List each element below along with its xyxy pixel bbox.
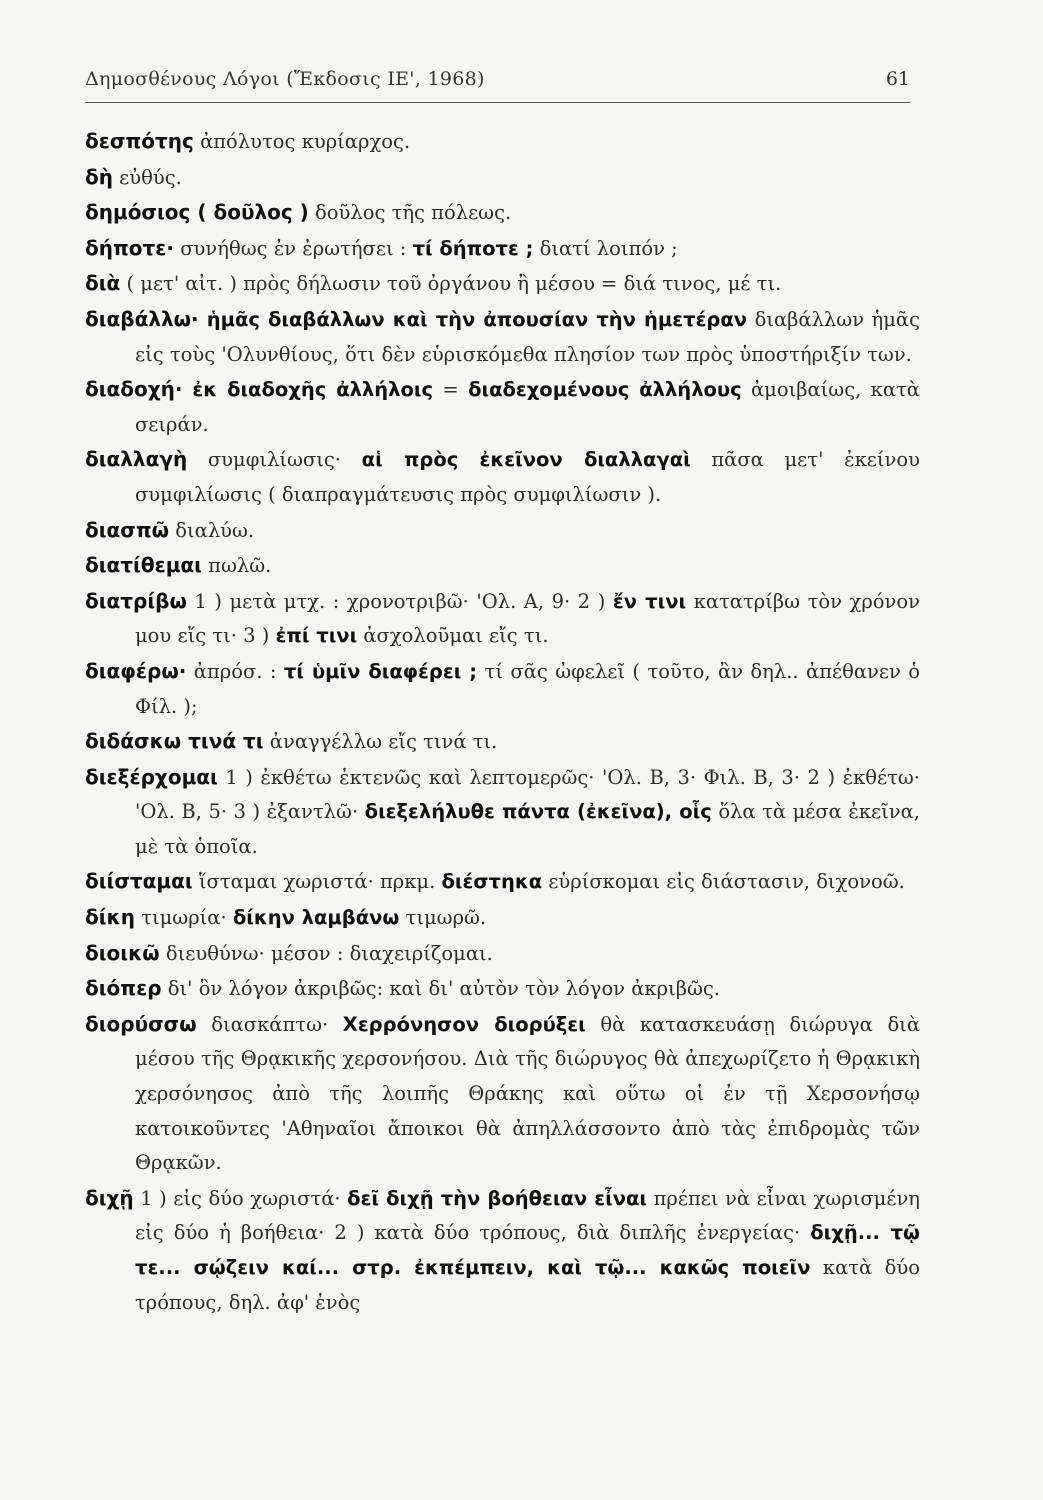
glossary-entry [85, 195, 920, 231]
entry-text: ὅλα τὰ μέσα ἐκεῖνα, μὲ τὰ ὁποῖα. [135, 800, 920, 858]
entry-lemma: δίκη [85, 905, 135, 930]
entry-text: εὐθύς. [112, 165, 182, 189]
glossary-entry [85, 513, 920, 549]
glossary-entry [85, 372, 920, 442]
entry-lemma: δεσπότης [85, 129, 194, 153]
entry-phrase: ἡμᾶς διαβάλλων καὶ τὴν ἀπουσίαν τὴν ἡμετέραν [198, 307, 748, 331]
entry-lemma: διαδοχή· [85, 377, 183, 402]
entry-text: = [433, 378, 469, 402]
entry-phrase: διέστηκα [441, 870, 543, 894]
entry-text: ἀπρόσ. : [186, 659, 284, 683]
entry-text: πρέπει νὰ εἶναι χωρισμένη εἰς δύο ἡ βοήθεια· 2 ) κατὰ δύο τρόπους, διὰ διπλῆς ἐνεργείας· [135, 1186, 920, 1245]
entry-text: συνήθως ἐν ἐρωτήσει : [174, 236, 413, 260]
entry-text: διαβάλλων ἡμᾶς εἰς τοὺς 'Ολυνθίους, ὅτι δὲν εὑρισκόμεθα πλησίον των πρὸς ὑποστήριξίν των. [135, 307, 921, 366]
entry-text: πᾶσα μετ' ἐκείνου συμφιλίωσις ( διαπραγμάτευσις πρὸς συμφιλίωσιν ). [135, 448, 920, 506]
page-number: 61 [885, 68, 910, 90]
entry-text: δι' ὃν λόγον ἀκριβῶς: καὶ δι' αὐτὸν τὸν λόγον ἀκριβῶς. [161, 977, 720, 1001]
entry-phrase: διαδεχομένους ἀλλήλους [468, 378, 742, 402]
entry-lemma: δημόσιος ( δοῦλος ) [85, 200, 309, 225]
entry-text: διασκάπτω· [196, 1012, 343, 1036]
glossary-entry [85, 936, 920, 972]
glossary-entry [85, 1007, 920, 1181]
entry-lemma: διὰ [85, 271, 121, 296]
glossary-entry [85, 760, 920, 865]
entry-lemma: διασπῶ [85, 517, 170, 542]
entry-lemma: διαφέρω· [85, 658, 187, 683]
entry-phrase: ἐπί τινι [275, 624, 358, 648]
glossary-body [85, 124, 920, 1320]
book-title: Δημοσθένους Λόγοι (Ἔκδοσις ΙΕ', 1968) [85, 68, 485, 90]
glossary-entry [85, 724, 920, 760]
entry-text: τί σᾶς ὠφελεῖ ( τοῦτο, ἂν δηλ.. ἀπέθανεν ὁ Φίλ. ); [135, 659, 920, 718]
glossary-entry [85, 124, 920, 160]
entry-text: ἀπόλυτος κυρίαρχος. [193, 130, 411, 153]
entry-phrase: διχῇ... τῷ τε... σῴζειν καί... στρ. ἐκπέμπειν, καὶ τῷ... κακῶς ποιεῖν [135, 1221, 920, 1279]
entry-text: τιμωρῶ. [399, 906, 487, 930]
entry-text: 1 ) μετὰ μτχ. : χρονοτριβῶ· 'Ολ. Α, 9· 2 ) [186, 589, 613, 613]
entry-phrase: Χερρόνησον διορύξει [342, 1012, 586, 1036]
entry-phrase: διεξελήλυθε πάντα (ἐκεῖνα), οἷς [364, 800, 712, 824]
entry-lemma: δὴ [85, 164, 113, 189]
entry-text: 1 ) εἰς δύο χωριστά· [133, 1186, 348, 1210]
glossary-entry [85, 1181, 920, 1320]
entry-text: κατὰ δύο τρόπους, δηλ. ἀφ' ἑνὸς [135, 1256, 920, 1314]
entry-text: ἀμοιβαίως, κατὰ σειράν. [135, 378, 920, 436]
glossary-entry [85, 442, 920, 512]
glossary-entry [85, 266, 920, 302]
glossary-entry [85, 864, 920, 900]
entry-lemma: διαβάλλω· [85, 306, 199, 331]
entry-lemma: διίσταμαι [85, 869, 193, 894]
entry-lemma: δήποτε· [85, 235, 175, 260]
glossary-entry [85, 654, 920, 724]
entry-text: τιμωρία· [134, 906, 233, 930]
entry-text: πωλῶ. [201, 554, 272, 578]
entry-lemma: διοικῶ [85, 940, 160, 965]
entry-text: συμφιλίωσις· [187, 448, 362, 472]
entry-lemma: διατίθεμαι [85, 553, 202, 578]
entry-text: εὑρίσκομαι εἰς διάστασιν, διχονοῶ. [542, 870, 905, 894]
entry-lemma: διεξέρχομαι [85, 764, 218, 789]
entry-lemma: διορύσσω [85, 1011, 197, 1036]
entry-text: θὰ κατασκευάσῃ διώρυγα διὰ μέσου τῆς Θρᾳκικῆς χερσονήσου. Διὰ τῆς διώρυγος θὰ ἀπεχωρίζετο ἡ Θρᾳκικὴ χερσόνησος ἀπὸ τῆς λοιπῆς Θράκης καὶ οὕτω οἱ ἐν τῇ Χερσονήσῳ κατοικοῦντες 'Αθηναῖοι ἄποικοι θὰ ἀπηλλάσσοντο ἀπὸ τὰς ἐπιδρομὰς τῶν Θρᾳκῶν. [135, 1012, 920, 1175]
glossary-entry [85, 160, 920, 196]
glossary-entry [85, 231, 920, 267]
entry-lemma: διαλλαγὴ [85, 447, 188, 472]
running-header [85, 62, 910, 103]
glossary-entry [85, 900, 920, 936]
entry-lemma: διδάσκω τινά τι [85, 729, 264, 754]
entry-text: ἀναγγέλλω εἴς τινά τι. [263, 730, 498, 754]
entry-text: ( μετ' αἰτ. ) πρὸς δήλωσιν τοῦ ὀργάνου ἢ μέσου = διά τινος, μέ τι. [120, 272, 782, 296]
entry-phrase: ἐκ διαδοχῆς ἀλλήλοις [182, 378, 434, 402]
entry-phrase: τί ὑμῖν διαφέρει ; [283, 659, 478, 683]
entry-text: δοῦλος τῆς πόλεως. [308, 201, 512, 225]
entry-phrase: αἱ πρὸς ἐκεῖνον διαλλαγαὶ [361, 448, 691, 472]
entry-text: ἵσταμαι χωριστά· πρκμ. [192, 870, 442, 894]
glossary-entry [85, 548, 920, 584]
glossary-entry [85, 971, 920, 1007]
entry-phrase: δίκην λαμβάνω [232, 906, 400, 930]
entry-text: διαλύω. [169, 518, 255, 542]
entry-lemma: διατρίβω [85, 588, 187, 613]
entry-phrase: δεῖ διχῇ τὴν βοήθειαν εἶναι [347, 1186, 648, 1210]
entry-text: διευθύνω· μέσον : διαχειρίζομαι. [159, 941, 493, 965]
glossary-entry [85, 584, 920, 654]
glossary-entry [85, 302, 920, 372]
entry-text: κατατρίβω τὸν χρόνον μου εἴς τι· 3 ) [135, 589, 920, 648]
entry-text: ἀσχολοῦμαι εἴς τι. [357, 624, 549, 648]
entry-lemma: διχῇ [85, 1185, 134, 1210]
entry-phrase: ἔν τινι [612, 589, 687, 613]
entry-text: 1 ) ἐκθέτω ἐκτενῶς καὶ λεπτομερῶς· 'Ολ. Β, 3· Φιλ. Β, 3· 2 ) ἐκθέτω· 'Ολ. Β, 5· 3 ) ἐξαντλῶ· [135, 765, 920, 824]
entry-text: διατί λοιπόν ; [533, 236, 678, 260]
entry-phrase: τί δήποτε ; [412, 236, 534, 260]
entry-lemma: διόπερ [85, 976, 162, 1001]
